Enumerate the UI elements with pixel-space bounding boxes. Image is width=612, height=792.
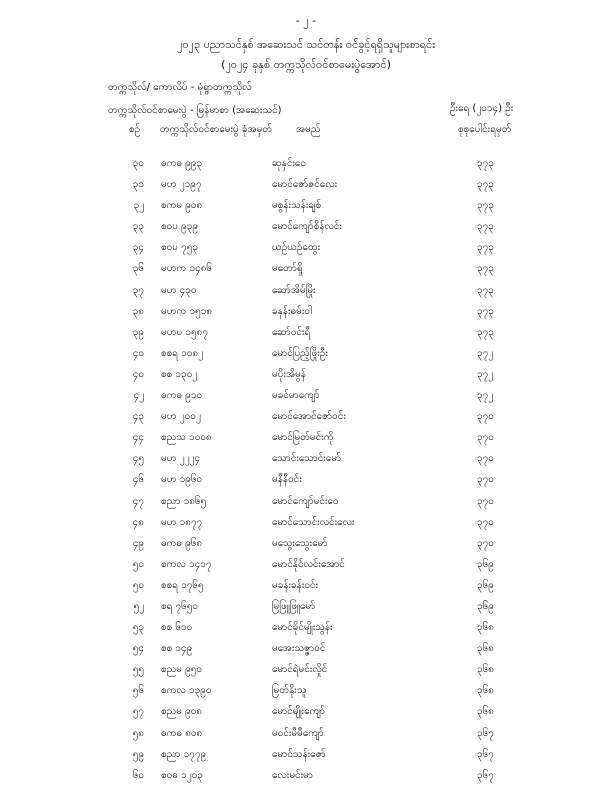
total-marks: ၃၆၈ xyxy=(477,622,494,634)
student-name: မစွန်းသန်းချစ် xyxy=(272,200,322,212)
header-roll-number: တက္ကသိုလ်ဝင်စာမေးပွဲ ခုံအမှတ် xyxy=(159,124,273,135)
row-number: ၄၅ xyxy=(132,453,144,465)
student-name: ဆော်ဝင်းရီ xyxy=(272,326,311,338)
table-row xyxy=(0,747,612,768)
row-number: ၃၀ xyxy=(132,158,144,169)
table-row xyxy=(0,198,612,219)
student-name: မောင်ခိုင်မျိုးသွန်း xyxy=(272,622,333,634)
row-number: ၄၀ xyxy=(132,347,144,359)
table-row xyxy=(0,620,612,641)
table-row xyxy=(0,367,612,388)
total-marks: ၃၇၃ xyxy=(477,263,494,275)
roll-number: ဓကဓ ၉၆၈ xyxy=(161,537,203,549)
total-marks: ၃၇၃ xyxy=(477,242,494,254)
table-row xyxy=(0,599,612,620)
student-name: မောင်ရဲမင်းလှိုင် xyxy=(272,664,328,676)
table-row xyxy=(0,283,612,304)
roll-number: မဟ ၄၃၀ xyxy=(161,284,197,296)
student-name: မောင်နိုင်လင်းအောင် xyxy=(272,558,345,570)
roll-number: စညမ ၉၅၀ xyxy=(161,664,203,676)
table-row xyxy=(0,261,612,282)
roll-number: မဟ ၁၈၇၇ xyxy=(161,516,203,528)
row-number: ၅၈ xyxy=(132,727,144,739)
subject-line: တက္ကသိုလ်ဝင်စာမေးပွဲ - မြန်မာစာ (အဆေးသင်) xyxy=(108,105,282,116)
roll-number: ဓကဓ ၈၀၈ xyxy=(161,727,203,739)
roll-number: မဟ ၁၉၆၀ xyxy=(161,474,203,486)
row-number: ၅၆ xyxy=(132,685,144,697)
roll-number: စညာ ၁၈၆၅ xyxy=(161,495,207,507)
table-row xyxy=(0,641,612,662)
table-row xyxy=(0,515,612,536)
table-row xyxy=(0,177,612,198)
row-number: ၅၇ xyxy=(132,706,144,718)
document-subtitle: (၂၀၂၄ ခုနှစ် တက္ကသိုလ်ဝင်စာမေးပွဲအောင်) xyxy=(221,58,391,71)
row-number: ၃၇ xyxy=(132,284,144,296)
row-number: ၃၆ xyxy=(132,263,144,275)
student-name: ခနုန်းဓမ်းဝါ xyxy=(272,305,312,317)
total-marks: ၃၆၇ xyxy=(477,727,494,739)
roll-number: စကလ ၁၃၉၀ xyxy=(161,685,212,697)
roll-number: စစရ ၁၇၆၅ xyxy=(161,579,204,591)
header-total-marks: စုစုပေါင်းရမှတ် xyxy=(458,124,512,135)
student-name: မောင်အောင်ဇော်ဝင်း xyxy=(272,411,346,423)
roll-number: စညမ ၉၀၈ xyxy=(161,706,203,718)
student-name: မဝင်းမီမီကျော် xyxy=(272,727,324,739)
roll-number: မဟ ၂၀၀၂ xyxy=(161,411,201,423)
region-line: တက္ကသိုလ်/ ကောလိပ် - မုံရွာတက္ကသိုလ် xyxy=(108,82,252,93)
table-row xyxy=(0,683,612,704)
roll-number: မဟက ၁၄၈၆ xyxy=(161,263,213,275)
roll-number: မဟက ၁၅၁၈ xyxy=(161,305,213,317)
total-marks: ၃၆၇ xyxy=(477,748,494,760)
total-marks: ၃၆၉ xyxy=(477,579,494,591)
student-name: မအေးသဇ္ဇာဝင် xyxy=(272,643,326,655)
table-row xyxy=(0,388,612,409)
total-marks: ၃၆၈ xyxy=(477,664,494,676)
student-name: မသွေးသွေးမော် xyxy=(272,537,328,549)
page-number: - ၂ - xyxy=(295,14,317,27)
row-number: ၃၈ xyxy=(132,305,144,317)
roll-number: စဝပ ၇၅၃ xyxy=(161,242,198,254)
student-name: မြတ်နိုးသူ xyxy=(272,685,307,697)
table-row xyxy=(0,662,612,683)
table-row xyxy=(0,304,612,325)
row-number: ၄၀ xyxy=(132,368,144,380)
row-number: ၆၀ xyxy=(132,769,144,781)
student-name: ယဉ်ယဉ်ထွေး xyxy=(272,242,321,254)
total-marks: ၃၆၈ xyxy=(477,643,494,655)
table-row xyxy=(0,494,612,515)
total-marks: ၃၆၈ xyxy=(477,706,494,718)
table-row xyxy=(0,557,612,578)
row-number: ၅၂ xyxy=(133,600,144,612)
roll-number: စကမ ၉၀၈ xyxy=(161,200,203,212)
row-number: ၄၇ xyxy=(132,495,144,507)
roll-number: စရ ၇၆၅၀ xyxy=(161,600,199,612)
table-row xyxy=(0,536,612,557)
roll-number: စဝပ ၉၃၉ xyxy=(161,221,198,233)
student-name: မတော်ရှို xyxy=(272,263,303,275)
row-number: ၃၂ xyxy=(133,200,144,212)
document-title: ၂၀၂၃ ပညာသင်နှစ် အဆေးသင် သင်တန်း ဝင်ခွင့်ရရှိသူများစာရင်း xyxy=(176,38,436,51)
row-number: ၃၁ xyxy=(132,179,144,191)
roll-number: မဟပ ၁၅၈၇ xyxy=(161,326,208,338)
row-number: ၃၃ xyxy=(132,221,144,233)
total-marks: ၃၇၀ xyxy=(477,474,494,486)
table-row xyxy=(0,409,612,430)
student-name: မောင်သောင်းလင်းလေး xyxy=(272,516,355,528)
header-name: အမည် xyxy=(296,124,321,135)
student-name: မောင်ဇော်ဇင်လေး xyxy=(272,179,338,191)
student-name: မောင်ကျော်မင်းဝေ xyxy=(272,495,339,507)
roll-number: မဟ ၂၂၂၄ xyxy=(161,453,201,465)
total-marks: ၃၇၃ xyxy=(477,200,494,212)
student-name: မောင်ပြည့်ဖြိုးဦး xyxy=(272,347,328,359)
roll-number: စညာ ၁၇၇၉ xyxy=(161,748,207,760)
row-number: ၄၂ xyxy=(133,390,144,402)
total-marks: ၃၇၂ xyxy=(477,347,494,359)
roll-number: စကလ ၁၄၁၇ xyxy=(161,558,212,570)
student-name: မနီနီဝင်း xyxy=(272,474,302,486)
total-marks: ၃၇၀ xyxy=(477,432,494,444)
table-row xyxy=(0,430,612,451)
total-marks: ၃၇၃ xyxy=(477,305,494,317)
total-marks: ၃၆၇ xyxy=(477,769,494,781)
roll-number: စစ ၁၃၀၂ xyxy=(161,368,198,380)
total-marks: ၃၇၀ xyxy=(477,516,494,528)
student-name: ဆုနှင်းဝေ xyxy=(272,158,306,169)
table-row xyxy=(0,219,612,240)
total-marks: ၃၇၃ xyxy=(477,158,494,169)
roll-number: စစရ ၁၀၈၂ xyxy=(161,347,204,359)
row-number: ၃၉ xyxy=(132,326,144,338)
row-number: ၃၄ xyxy=(132,242,144,254)
total-marks: ၃၇၃ xyxy=(477,179,494,191)
roll-number: စစ ၆၁၀ xyxy=(161,622,193,634)
total-count: ဦးရေ (၂၀၁၄) ဦး xyxy=(450,103,514,114)
row-number: ၄၉ xyxy=(132,537,144,549)
student-name: မောင်မြတ်မင်းကို xyxy=(272,432,334,444)
table-row xyxy=(0,451,612,472)
table-row xyxy=(0,704,612,725)
total-marks: ၃၆၉ xyxy=(477,558,494,570)
row-number: ၅၉ xyxy=(132,748,144,760)
student-name: မောင်သန်းဇော် xyxy=(272,748,326,760)
header-no: စဉ် xyxy=(129,124,141,135)
student-name: မောင်မျိုးကျော် xyxy=(272,706,325,718)
total-marks: ၃၇၀ xyxy=(477,495,494,507)
student-name: မခင်မာကျော် xyxy=(272,390,320,402)
table-row xyxy=(0,346,612,367)
total-marks: ၃၆၉ xyxy=(477,600,494,612)
student-name: မောင်ကျော်စိန်လင်း xyxy=(272,221,342,233)
row-number: ၅၅ xyxy=(132,664,144,676)
row-number: ၄၄ xyxy=(132,432,144,444)
roll-number: မဟ ၂၁၉၇ xyxy=(161,179,202,191)
roll-number: စညသ ၁၀၀၈ xyxy=(161,432,212,444)
student-name: မခန်းခန်းဝင်း xyxy=(272,579,319,591)
total-marks: ၃၇၃ xyxy=(477,326,494,338)
row-number: ၄၆ xyxy=(132,474,144,486)
total-marks: ၃၇၃ xyxy=(477,221,494,233)
total-marks: ၃၇၃ xyxy=(477,284,494,296)
student-name: လေးမင်းမာ xyxy=(272,769,313,781)
row-number: ၄၃ xyxy=(132,411,144,423)
total-marks: ၃၇၀ xyxy=(477,537,494,549)
row-number: ၄၈ xyxy=(132,516,144,528)
table-row xyxy=(0,156,612,177)
total-marks: ၃၆၈ xyxy=(477,685,494,697)
row-number: ၅၃ xyxy=(132,622,144,634)
total-marks: ၃၇၀ xyxy=(477,411,494,423)
table-row xyxy=(0,325,612,346)
total-marks: ၃၇၂ xyxy=(477,390,494,402)
row-number: ၅၄ xyxy=(132,643,144,655)
roll-number: ဓကဓ ၉၁၀ xyxy=(161,390,203,402)
table-row xyxy=(0,472,612,493)
roll-number: ဓကဓ ၉၉၃ xyxy=(161,158,203,169)
student-name: ဆော်အိမ်မြိုး xyxy=(272,284,316,296)
total-marks: ၃၇၂ xyxy=(477,368,494,380)
roll-number: စဝဓ ၁၂၀၃ xyxy=(161,769,203,781)
row-number: ၅၀ xyxy=(132,558,144,570)
total-marks: ၃၇၀ xyxy=(477,453,494,465)
student-name: သောင်းသောင်းမော် xyxy=(272,453,342,465)
student-name: မပိုးအိမွန် xyxy=(272,368,307,380)
table-row xyxy=(0,578,612,599)
table-row xyxy=(0,726,612,747)
student-name: မြဖြူဖြူမော် xyxy=(272,600,316,612)
table-row xyxy=(0,768,612,789)
roll-number: စစ ၁၄၉ xyxy=(161,643,193,655)
row-number: ၅၀ xyxy=(132,579,144,591)
results-table xyxy=(0,156,612,789)
table-row xyxy=(0,240,612,261)
